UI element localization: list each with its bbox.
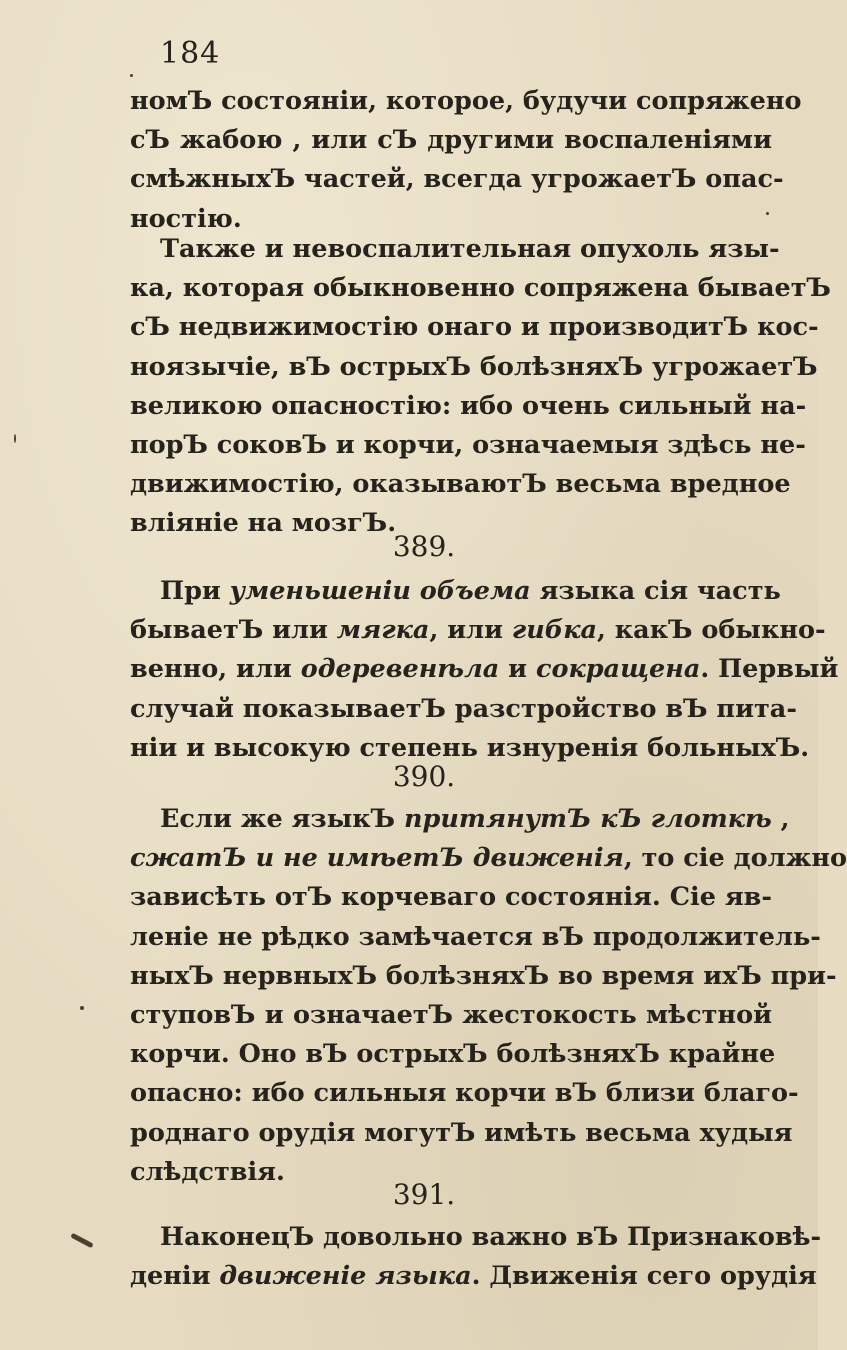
text-line: слѣдствія. (130, 1156, 285, 1187)
text-line: ступовЪ и означаетЪ жестокость мѣстной (130, 999, 772, 1030)
text-line: ніи и высокую степень изнуренія больныхЪ. (130, 732, 810, 763)
text-line: сЪ недвижимостію онаго и производитЪ кос- (130, 312, 819, 343)
text-line: опасно: ибо сильныя корчи вЪ близи благо- (130, 1078, 799, 1109)
text-line: Также и невоспалительная опухоль язы- (160, 234, 780, 264)
text-line: сжатЪ и не имѣетЪ движенія, то сіе должно (130, 843, 847, 874)
scan-speck (766, 212, 769, 215)
scan-speck (14, 434, 16, 443)
section-number-390: 390. (392, 760, 456, 793)
text-line: случай показываетЪ разстройство вЪ пита- (130, 693, 797, 724)
text-line: венно, или одеревенѣла и сокращена. Первый (130, 654, 839, 685)
text-line: роднаго орудія могутЪ имѣть весьма худыя (130, 1117, 793, 1148)
section-number-389: 389. (392, 530, 456, 563)
text-line: номЪ состояніи, которое, будучи сопряжено (130, 86, 802, 116)
paragraph-swelling (130, 230, 831, 544)
text-line: При уменьшеніи объема языка сія часть (160, 576, 781, 606)
scan-speck (80, 1006, 84, 1010)
text-line: леніе не рѣдко замѣчается вЪ продолжитель- (130, 921, 821, 952)
section-number-391: 391. (392, 1178, 456, 1211)
paragraph-continuation (130, 82, 802, 239)
scan-speck (130, 74, 133, 77)
text-line: смѣжныхЪ частей, всегда угрожаетЪ опас- (130, 164, 784, 195)
text-line: ка, которая обыкновенно сопряжена бываетЪ (130, 273, 831, 304)
text-line: ныхЪ нервныхЪ болѣзняхЪ во время ихЪ при- (130, 960, 837, 991)
text-line: НаконецЪ довольно важно вЪ Признаковѣ- (160, 1222, 822, 1252)
paragraph-390 (130, 800, 847, 1192)
text-line: великою опасностію: ибо очень сильный на- (130, 390, 807, 421)
text-line: Если же языкЪ притянутЪ кЪ глоткѣ , (160, 804, 790, 834)
paragraph-389 (130, 572, 839, 768)
text-line: ностію. (130, 203, 242, 234)
text-line: зависѣть отЪ корчеваго состоянія. Сіе яв- (130, 882, 772, 913)
page-number: 184 (160, 36, 221, 71)
text-line: сЪ жабою , или сЪ другими воспаленіями (130, 125, 772, 156)
text-line: ноязычіе, вЪ острыхЪ болѣзняхЪ угрожаетЪ (130, 351, 818, 382)
text-line: порЪ соковЪ и корчи, означаемыя здѣсь не- (130, 429, 806, 460)
text-line: деніи движеніе языка. Движенія сего орудія (130, 1261, 817, 1292)
text-line: бываетЪ или мягка, или гибка, какЪ обыкно- (130, 615, 826, 646)
text-line: корчи. Оно вЪ острыхЪ болѣзняхЪ крайне (130, 1039, 776, 1070)
text-line: движимостію, оказываютЪ весьма вредное (130, 469, 791, 500)
paragraph-391 (130, 1218, 822, 1296)
scan-speck (70, 1233, 94, 1249)
text-line: вліяніе на мозгЪ. (130, 508, 397, 539)
